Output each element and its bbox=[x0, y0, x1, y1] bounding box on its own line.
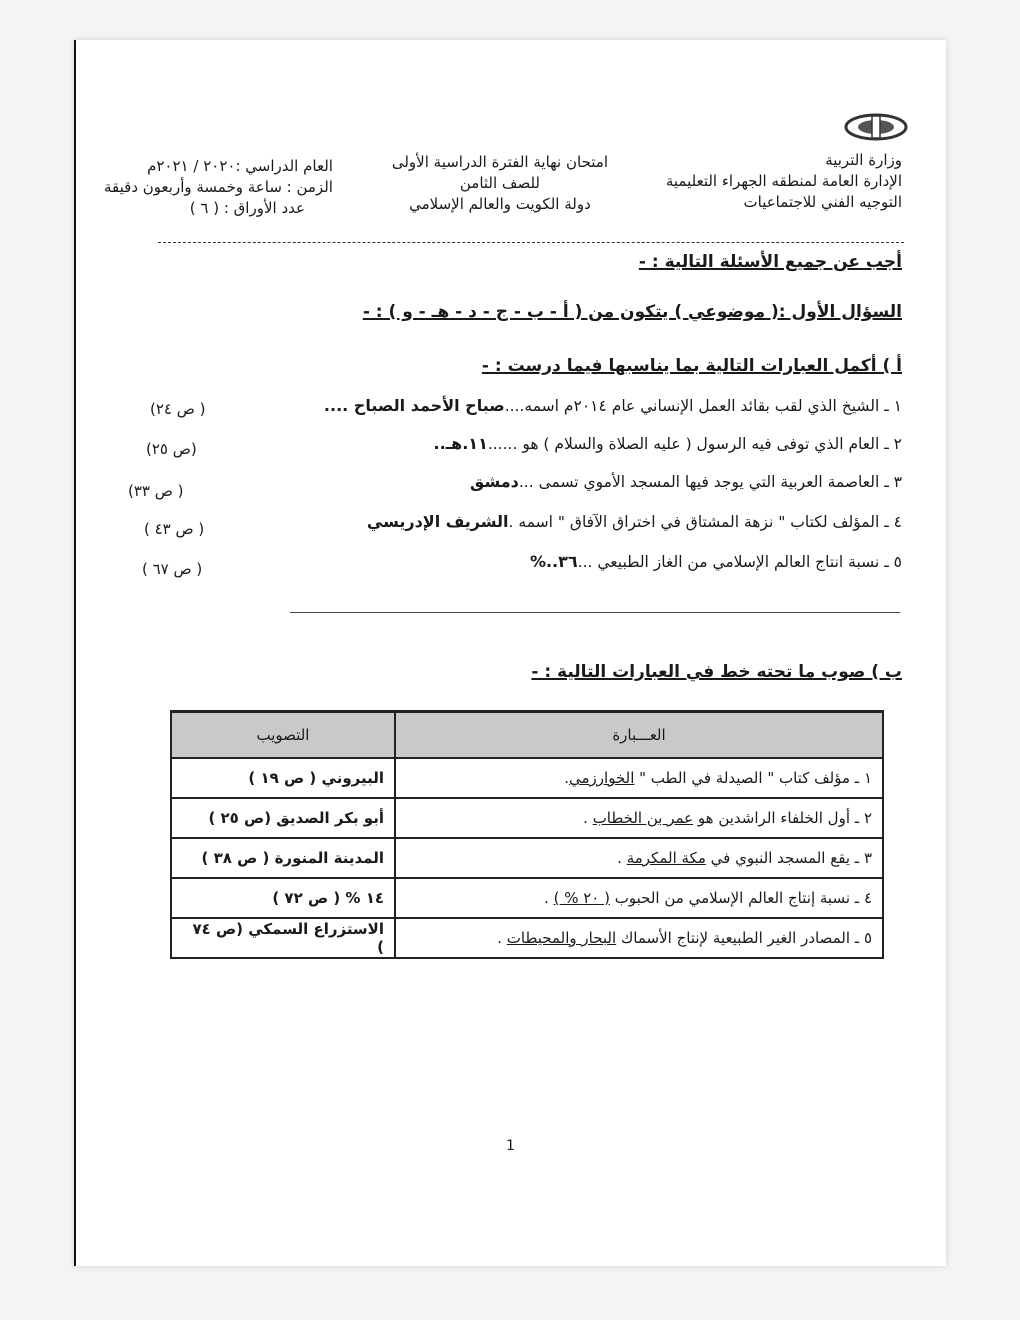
statement-cell: ٤ ـ نسبة إنتاج العالم الإسلامي من الحبوب ( ٢٠ % ) . bbox=[395, 878, 883, 918]
table-row bbox=[171, 878, 883, 918]
header-divider bbox=[158, 242, 904, 243]
section-a-title: أ ) أكمل العبارات التالية بما يناسبها فيما درست : - bbox=[481, 356, 902, 376]
table-row bbox=[171, 918, 883, 958]
header-department: التوجيه الفني للاجتماعيات bbox=[743, 193, 902, 211]
instructions: أجب عن جميع الأسئلة التالية : - bbox=[638, 252, 902, 272]
table-row bbox=[171, 838, 883, 878]
statement-cell: ٢ ـ أول الخلفاء الراشدين هو عمر بن الخطاب . bbox=[395, 798, 883, 838]
correction-cell: البيروني ( ص ١٩ ) bbox=[171, 758, 395, 798]
correction-cell: المدينة المنورة ( ص ٣٨ ) bbox=[171, 838, 395, 878]
column-statement: العـــبارة bbox=[395, 712, 883, 759]
underlined-term: الخوارزمي bbox=[569, 769, 635, 787]
header-exam-title: امتحان نهاية الفترة الدراسية الأولى bbox=[391, 153, 608, 171]
page-number: 1 bbox=[506, 1138, 515, 1154]
correction-cell: الاستزراع السمكي (ص ٧٤ ) bbox=[171, 918, 395, 958]
answer: دمشق bbox=[470, 472, 519, 491]
page-edge bbox=[74, 40, 76, 1266]
underlined-term: البحار والمحيطات bbox=[506, 929, 617, 947]
header-ministry-block bbox=[666, 150, 902, 213]
correction-cell: ١٤ % ( ص ٧٢ ) bbox=[171, 878, 395, 918]
section-a-item: ٢ ـ العام الذي توفى فيه الرسول ( عليه الصلاة والسلام ) هو ......١١.هـ.. bbox=[433, 434, 902, 453]
correction-table bbox=[170, 710, 884, 959]
page-reference: ( ص ٢٤) bbox=[150, 400, 206, 418]
statement-cell: ٥ ـ المصادر الغير الطبيعية لإنتاج الأسماك البحار والمحيطات . bbox=[395, 918, 883, 958]
section-a-item: ٣ ـ العاصمة العربية التي يوجد فيها المسجد الأموي تسمى ...دمشق bbox=[470, 472, 902, 491]
ministry-emblem-icon bbox=[844, 112, 908, 142]
section-a-item: ١ ـ الشيخ الذي لقب بقائد العمل الإنساني عام ٢٠١٤م اسمه....صباح الأحمد الصباح .... bbox=[323, 396, 902, 415]
header-info-block bbox=[104, 156, 333, 219]
section-a-item: ٤ ـ المؤلف لكتاب " نزهة المشتاق في اختراق الآفاق " اسمه .الشريف الإدريسي bbox=[366, 512, 902, 531]
underlined-term: ( ٢٠ % ) bbox=[553, 889, 610, 907]
section-b-title: ب ) صوب ما تحته خط في العبارات التالية : - bbox=[531, 662, 902, 682]
exam-page bbox=[74, 40, 946, 1266]
header-exam-block bbox=[392, 152, 608, 215]
statement-cell: ١ ـ مؤلف كتاب " الصيدلة في الطب " الخوارزمي. bbox=[395, 758, 883, 798]
statement-cell: ٣ ـ يقع المسجد النبوي في مكة المكرمة . bbox=[395, 838, 883, 878]
header-duration: الزمن : ساعة وخمسة وأربعون دقيقة bbox=[104, 178, 333, 196]
section-divider bbox=[290, 612, 900, 613]
table-row bbox=[171, 758, 883, 798]
answer: ١١.هـ.. bbox=[433, 434, 488, 453]
header-ministry: وزارة التربية bbox=[825, 151, 902, 169]
column-correction: التصويب bbox=[171, 712, 395, 759]
answer: صباح الأحمد الصباح .... bbox=[323, 396, 505, 415]
underlined-term: مكة المكرمة bbox=[626, 849, 706, 867]
header-subject: دولة الكويت والعالم الإسلامي bbox=[409, 195, 591, 213]
header-district: الإدارة العامة لمنطقه الجهراء التعليمية bbox=[665, 172, 902, 190]
header-grade: للصف الثامن bbox=[459, 174, 540, 192]
page-reference: ( ص ٤٣ ) bbox=[144, 520, 205, 538]
page-reference: ( ص ٣٣) bbox=[128, 482, 184, 500]
header-sheets: عدد الأوراق : ( ٦ ) bbox=[189, 199, 305, 217]
question-1-title: السؤال الأول :( موضوعي ) يتكون من ( أ - ب - ج - د - هـ - و ) : - bbox=[362, 302, 902, 322]
underlined-term: عمر بن الخطاب bbox=[592, 809, 694, 827]
page-reference: (ص ٢٥) bbox=[146, 440, 197, 458]
table-row bbox=[171, 798, 883, 838]
correction-cell: أبو بكر الصديق (ص ٢٥ ) bbox=[171, 798, 395, 838]
answer: الشريف الإدريسي bbox=[366, 512, 509, 531]
table-header-row bbox=[171, 712, 883, 759]
page-reference: ( ص ٦٧ ) bbox=[142, 560, 203, 578]
answer: ٣٦..% bbox=[529, 552, 578, 571]
header-year: العام الدراسي :٢٠٢٠ / ٢٠٢١م bbox=[147, 157, 333, 175]
section-a-item: ٥ ـ نسبة انتاج العالم الإسلامي من الغاز الطبيعي ...٣٦..% bbox=[529, 552, 902, 571]
